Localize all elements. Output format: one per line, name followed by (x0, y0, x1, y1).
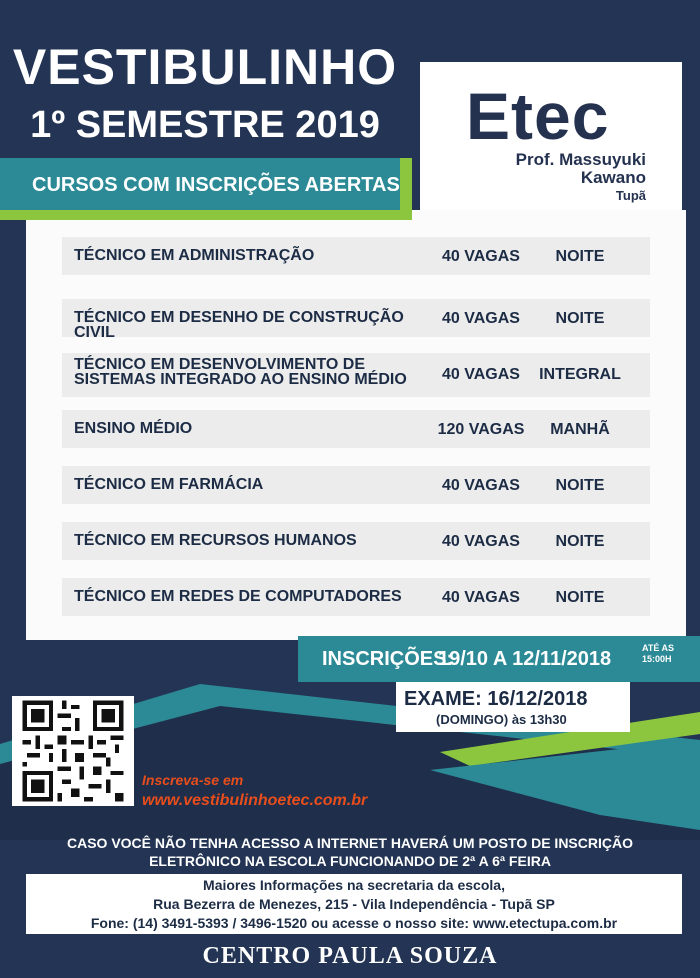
course-period: NOITE (555, 533, 605, 550)
info-line1: Maiores Informações na secretaria da escola, (203, 877, 505, 893)
course-name: ENSINO MÉDIO (74, 420, 193, 437)
inscricoes-label: INSCRIÇÕES: (322, 648, 454, 670)
course-period: NOITE (555, 310, 605, 327)
course-vagas: 40 VAGAS (442, 589, 520, 606)
course-name: TÉCNICO EM REDES DE COMPUTADORES (74, 588, 402, 605)
course-row (62, 466, 650, 504)
registration-link[interactable]: www.vestibulinhoetec.com.br (142, 792, 368, 809)
course-row (62, 353, 650, 397)
banner-label: CURSOS COM INSCRIÇÕES ABERTAS (32, 174, 400, 196)
inscricoes-deadline (642, 643, 674, 665)
deadline-line1: ATÉ AS (642, 643, 675, 653)
course-period: MANHÃ (550, 421, 610, 438)
qr-code-icon[interactable] (12, 696, 134, 806)
info-address: Rua Bezerra de Menezes, 215 - Vila Independência - Tupã SP (153, 896, 555, 912)
course-row (62, 299, 650, 341)
info-contact: Fone: (14) 3491-5393 / 3496-1520 ou acesse o nosso site: www.etectupa.com.br (90, 915, 618, 931)
course-name: TÉCNICO EM DESENVOLVIMENTO DE SISTEMAS INTEGRADO AO ENSINO MÉDIO (74, 356, 407, 388)
course-period: NOITE (555, 589, 605, 606)
course-name: TÉCNICO EM ADMINISTRAÇÃO (74, 247, 315, 264)
course-period: NOITE (555, 477, 605, 494)
exam-date: EXAME: 16/12/2018 (404, 688, 588, 710)
title-semester: 1º SEMESTRE 2019 (30, 104, 380, 146)
footer-org: CENTRO PAULA SOUZA (202, 943, 498, 969)
course-vagas: 120 VAGAS (437, 421, 525, 438)
deadline-line2: 15:00H (642, 654, 672, 664)
notice-line2: ELETRÔNICO NA ESCOLA FUNCIONANDO DE 2ª A 6ª FEIRA (149, 853, 551, 869)
exam-day: (DOMINGO) às 13h30 (436, 712, 567, 727)
course-row (62, 578, 650, 616)
course-vagas: 40 VAGAS (442, 533, 520, 550)
course-name: TÉCNICO EM RECURSOS HUMANOS (74, 532, 357, 549)
course-row (62, 237, 650, 275)
course-period: NOITE (555, 248, 605, 265)
school-name-line1: Prof. Massuyuki (515, 150, 646, 169)
title-vestibulinho: VESTIBULINHO (12, 39, 398, 95)
inscricoes-dates: 19/10 A 12/11/2018 (438, 648, 612, 670)
course-vagas: 40 VAGAS (442, 366, 520, 383)
course-vagas: 40 VAGAS (442, 477, 520, 494)
course-vagas: 40 VAGAS (442, 248, 520, 265)
course-vagas: 40 VAGAS (442, 310, 520, 327)
course-name: TÉCNICO EM DESENHO DE CONSTRUÇÃO CIVIL (74, 309, 404, 341)
course-name: TÉCNICO EM FARMÁCIA (74, 476, 264, 493)
cta-label: Inscreva-se em (142, 772, 244, 788)
school-city: Tupã (615, 188, 646, 203)
course-row (62, 522, 650, 560)
course-period: INTEGRAL (539, 366, 621, 383)
school-name-line2: Kawano (580, 168, 646, 187)
etec-logo: Etec (466, 79, 610, 153)
course-row (62, 410, 650, 448)
notice-line1: CASO VOCÊ NÃO TENHA ACESSO A INTERNET HAVERÁ UM POSTO DE INSCRIÇÃO (66, 835, 633, 851)
